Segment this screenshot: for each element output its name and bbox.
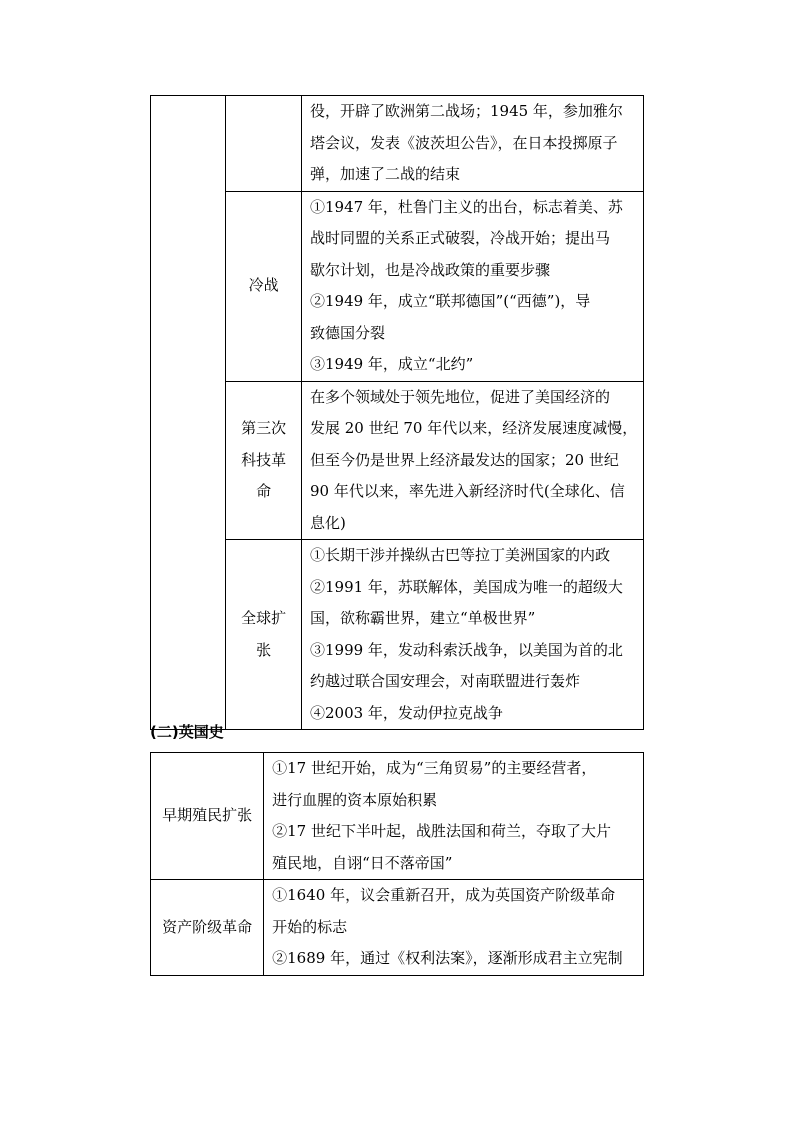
row-label: [226, 96, 302, 192]
us-history-table: [150, 95, 644, 730]
table-row: [151, 96, 644, 192]
row-label: 早期殖民扩张: [151, 753, 264, 880]
row-content: ①1947 年，杜鲁门主义的出台，标志着美、苏 战时同盟的关系正式破裂，冷战开始；提出马 歇尔计划，也是冷战政策的重要步骤 ②1949 年，成立“联邦德国”(“西德”)，导 致德国分裂 ③1949 年，成立“北约”: [301, 191, 643, 381]
row-label: 冷战: [226, 191, 302, 381]
row-content: ①长期干涉并操纵古巴等拉丁美洲国家的内政 ②1991 年，苏联解体，美国成为唯一的超级大 国，欲称霸世界，建立“单极世界” ③1999 年，发动科索沃战争，以美国为首的北 约越过联合国安理会，对南联盟进行轰炸 ④2003 年，发动伊拉克战争: [301, 540, 643, 730]
era-cell: [151, 96, 226, 730]
section-heading: (二)英国史: [150, 723, 224, 741]
row-content: 在多个领域处于领先地位，促进了美国经济的 发展 20 世纪 70 年代以来，经济发展速度减慢， 但至今仍是世界上经济最发达的国家；20 世纪 90 年代以来，率先进入新经济时代(全球化、信 息化): [301, 381, 643, 540]
row-content: ①17 世纪开始，成为“三角贸易”的主要经营者， 进行血腥的资本原始积累 ②17 世纪下半叶起，战胜法国和荷兰，夺取了大片 殖民地，自诩“日不落帝国”: [264, 753, 644, 880]
uk-history-table: [150, 752, 644, 976]
row-label: 第三次 科技革 命: [226, 381, 302, 540]
row-content: ①1640 年，议会重新召开，成为英国资产阶级革命 开始的标志 ②1689 年，通过《权利法案》，逐渐形成君主立宪制: [264, 880, 644, 976]
row-label: 全球扩 张: [226, 540, 302, 730]
row-label: 资产阶级革命: [151, 880, 264, 976]
row-content: 役，开辟了欧洲第二战场；1945 年，参加雅尔 塔会议，发表《波茨坦公告》，在日本投掷原子 弹，加速了二战的结束: [301, 96, 643, 192]
table-row: [151, 753, 644, 880]
table-row: [151, 880, 644, 976]
